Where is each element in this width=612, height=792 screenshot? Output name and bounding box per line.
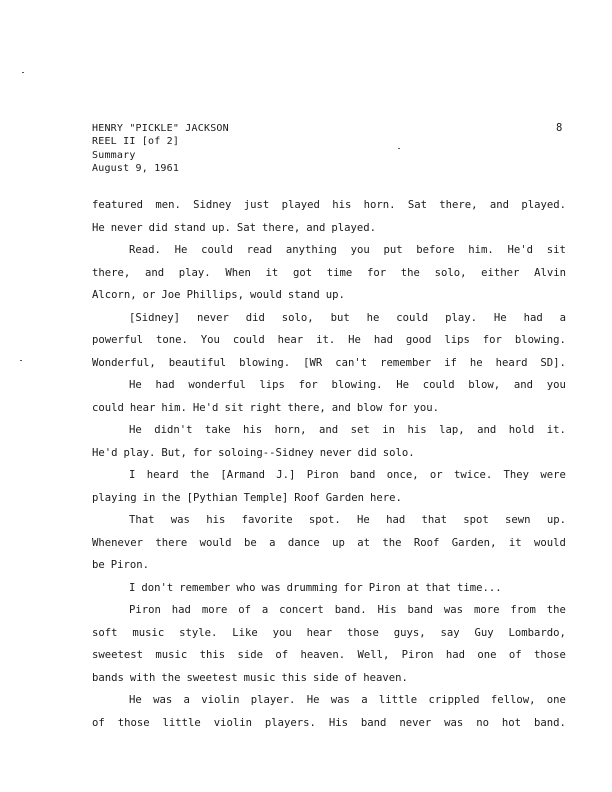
word: and	[513, 379, 534, 391]
word: stand	[287, 289, 320, 301]
word: of	[344, 671, 358, 684]
word: [Pythian	[186, 491, 238, 504]
word: take	[205, 424, 231, 436]
interview-date: August 9, 1961	[92, 162, 180, 174]
word: his	[206, 514, 226, 526]
word: for	[482, 334, 502, 346]
word: side	[237, 649, 263, 661]
word: read	[246, 244, 273, 256]
word: never	[399, 716, 432, 729]
word: that	[421, 514, 447, 526]
word: up.	[211, 221, 231, 234]
text-line	[92, 374, 566, 397]
text-line	[92, 689, 566, 712]
text-line	[92, 262, 566, 285]
word: soloing--Sidney	[218, 446, 314, 459]
word: there,	[92, 266, 131, 279]
word: sweetest	[92, 649, 144, 661]
word: wonderful	[188, 379, 246, 391]
word: hold	[508, 424, 535, 436]
word: Like	[232, 626, 258, 639]
word: heaven.	[363, 671, 408, 684]
text-line	[92, 217, 566, 240]
text-line	[92, 712, 566, 735]
word: his	[332, 199, 352, 211]
text-line	[92, 284, 566, 307]
word: it.	[546, 424, 566, 436]
word: band.	[334, 604, 367, 616]
word: got	[292, 266, 313, 279]
word: was	[261, 581, 281, 594]
word: crippled	[428, 694, 480, 706]
word: Sat	[407, 199, 427, 211]
word: but	[330, 311, 350, 324]
text-line	[92, 194, 566, 217]
word: be	[243, 536, 257, 549]
word: play.	[445, 311, 477, 324]
word: His	[328, 716, 348, 729]
word: stand	[173, 221, 206, 234]
word: powerful	[92, 334, 144, 346]
interviewee-name: HENRY "PICKLE" JACKSON	[92, 123, 229, 134]
word: Piron	[401, 649, 434, 661]
word: those	[117, 716, 150, 729]
text-line	[92, 239, 566, 262]
word: He	[357, 514, 370, 526]
word: or	[429, 469, 443, 481]
word: music	[155, 649, 188, 661]
text-line	[92, 667, 566, 690]
word: band.	[533, 716, 566, 729]
word: playing	[92, 491, 137, 504]
word: could	[232, 334, 265, 346]
word: the	[161, 671, 181, 684]
word: He	[92, 221, 105, 234]
word: could	[422, 379, 455, 391]
word: heaven.	[300, 649, 346, 661]
word: hot	[501, 716, 522, 729]
word: violin	[201, 694, 240, 706]
word: He'd	[507, 244, 534, 256]
word: violin	[213, 716, 252, 729]
word: with	[129, 671, 156, 684]
word: never	[110, 221, 143, 234]
word: the	[546, 604, 566, 616]
word: Lombardo,	[508, 626, 566, 639]
word: Roof	[413, 536, 440, 549]
word: blowing.	[331, 379, 383, 391]
word: Temple]	[243, 491, 289, 504]
word: sit	[546, 244, 566, 256]
word: the	[189, 469, 210, 481]
word: Phillips,	[186, 289, 244, 301]
text-line	[92, 329, 566, 352]
word: men.	[155, 199, 181, 211]
word: favorite	[241, 514, 293, 526]
word: He	[493, 311, 507, 324]
word: solo,	[434, 266, 467, 279]
word: blow,	[468, 379, 501, 391]
word: That	[129, 514, 155, 526]
word: say	[440, 626, 460, 639]
word: had	[445, 649, 466, 661]
word: player.	[250, 694, 296, 706]
word: no	[476, 716, 489, 729]
word: When	[225, 266, 251, 279]
word: remember	[380, 356, 432, 369]
word: remember	[179, 581, 231, 594]
word: up.	[325, 289, 345, 301]
word: and	[489, 199, 510, 211]
word: for	[298, 379, 318, 391]
word: it	[508, 536, 522, 549]
word: did	[148, 221, 168, 234]
word: would	[249, 289, 282, 301]
word: Roof	[294, 491, 320, 504]
word: sewn	[505, 514, 531, 526]
word: more	[473, 604, 500, 616]
word: solo.	[382, 446, 415, 459]
word: Alcorn,	[92, 289, 137, 301]
word: was	[153, 694, 173, 706]
word: blowing.	[239, 356, 291, 369]
text-line	[92, 622, 566, 645]
word: had	[523, 311, 543, 324]
word: one	[477, 649, 497, 661]
word: lap,	[439, 424, 465, 436]
word: never	[196, 311, 229, 324]
word: were	[540, 469, 566, 481]
word: more	[201, 604, 228, 616]
word: you.	[413, 401, 440, 414]
word: heard	[495, 356, 528, 369]
word: Whenever	[92, 536, 144, 549]
word: I	[129, 469, 136, 481]
word: little	[378, 694, 418, 706]
text-line	[92, 599, 566, 622]
word: concert	[279, 604, 324, 616]
word: right	[249, 401, 282, 414]
word: would	[199, 536, 232, 549]
reel-label: REEL II [of 2]	[92, 136, 180, 148]
word: sweetest	[186, 671, 238, 684]
word: He	[174, 244, 188, 256]
scan-speck	[20, 360, 22, 361]
word: solo,	[281, 311, 314, 324]
word: set	[350, 424, 370, 436]
word: and	[319, 424, 339, 436]
word: bands	[92, 671, 124, 684]
word: would	[533, 536, 566, 549]
word: music	[132, 626, 165, 639]
word: in	[142, 491, 156, 504]
word: be	[92, 559, 105, 571]
word: anything	[285, 244, 337, 256]
word: once,	[386, 469, 419, 481]
text-line	[92, 577, 566, 600]
word: did	[245, 311, 265, 324]
word: [Sidney]	[129, 311, 181, 324]
word: Read.	[129, 244, 161, 256]
word: those	[347, 626, 379, 639]
word: little	[162, 716, 201, 729]
word: a	[261, 604, 269, 616]
word: He	[129, 694, 142, 706]
word: Alvin	[534, 266, 566, 279]
text-line	[92, 419, 566, 442]
text-line	[92, 464, 566, 487]
word: J.]	[276, 469, 296, 481]
word: who	[236, 581, 256, 594]
word: played.	[331, 221, 377, 234]
word: he	[366, 311, 380, 324]
word: a	[361, 694, 368, 706]
word: He	[129, 379, 142, 391]
word: was	[330, 694, 350, 706]
word: there,	[261, 221, 301, 234]
word: He'd	[92, 446, 118, 459]
word: him.	[468, 244, 494, 256]
word: I	[129, 581, 136, 594]
word: horn.	[363, 199, 396, 211]
word: time	[326, 266, 353, 279]
word: SD].	[540, 356, 566, 369]
word: had	[155, 379, 175, 391]
word: could	[92, 401, 124, 414]
text-line	[92, 532, 566, 555]
word: he	[469, 356, 483, 369]
word: it.	[316, 334, 336, 346]
word: and	[306, 221, 326, 234]
word: was	[443, 604, 464, 616]
word: They	[503, 469, 530, 481]
word: Wonderful,	[92, 356, 156, 369]
word: his	[243, 424, 263, 436]
word: of	[508, 649, 522, 661]
word: soft	[92, 626, 118, 639]
word: time...	[456, 581, 502, 594]
word: tone.	[155, 334, 188, 346]
word: you	[546, 379, 566, 391]
word: there,	[287, 401, 326, 414]
word: Piron	[368, 581, 401, 594]
word: you	[350, 244, 370, 256]
word: blowing.	[514, 334, 566, 346]
word: him.	[161, 401, 187, 414]
word: that	[425, 581, 451, 594]
word: and	[331, 401, 351, 414]
word: one	[546, 694, 566, 706]
word: for	[388, 401, 408, 414]
word: guys,	[393, 626, 426, 639]
word: twice.	[453, 469, 493, 481]
page-number: 8	[556, 122, 563, 134]
word: in	[382, 424, 396, 436]
word: He	[348, 334, 361, 346]
word: drumming	[286, 581, 338, 594]
word: hear	[277, 334, 304, 346]
word: hear	[306, 626, 333, 639]
word: But,	[161, 446, 187, 459]
text-line	[92, 644, 566, 667]
word: this	[281, 671, 307, 684]
word: at	[406, 581, 420, 594]
word: fellow,	[490, 694, 536, 706]
word: it	[265, 266, 279, 279]
text-line	[92, 487, 566, 510]
word: and	[477, 424, 497, 436]
word: He'd	[192, 401, 219, 414]
word: He	[306, 694, 320, 706]
word: style.	[179, 626, 218, 639]
word: music	[243, 671, 276, 684]
word: blow	[356, 401, 383, 414]
word: don't	[141, 581, 174, 594]
word: of	[275, 649, 289, 661]
word: Guy	[474, 626, 494, 639]
word: heard	[146, 469, 179, 481]
word: lips	[259, 379, 285, 391]
word: beautiful	[168, 356, 227, 369]
word: either	[481, 266, 520, 279]
word: had	[171, 604, 191, 616]
word: spot	[463, 514, 489, 526]
word: here.	[370, 491, 402, 504]
document-type: Summary	[92, 149, 136, 161]
scan-speck	[22, 72, 24, 73]
word: a	[559, 311, 566, 324]
word: if	[444, 356, 457, 369]
word: there	[155, 536, 188, 549]
word: at	[357, 536, 371, 549]
word: a	[183, 694, 190, 706]
word: You	[200, 334, 220, 346]
word: featured	[92, 199, 144, 211]
word: for	[343, 581, 363, 594]
word: his	[407, 424, 427, 436]
word: players.	[264, 716, 316, 729]
word: had	[386, 514, 406, 526]
word: of	[92, 716, 105, 729]
word: Garden	[325, 491, 365, 504]
word: could	[201, 244, 233, 256]
word: good	[405, 334, 432, 346]
word: was	[444, 716, 464, 729]
document-header	[92, 122, 229, 175]
word: [Armand	[220, 469, 265, 481]
word: play.	[123, 446, 156, 459]
word: Joe	[161, 289, 181, 301]
word: Well,	[357, 649, 390, 661]
word: the	[382, 536, 402, 549]
word: side	[312, 671, 339, 684]
word: band	[407, 604, 434, 616]
word: up.	[546, 514, 566, 526]
word: Sidney	[193, 199, 232, 211]
word: band	[349, 469, 376, 481]
word: band	[360, 716, 387, 729]
word: Piron	[306, 469, 339, 481]
word: spot.	[308, 514, 341, 526]
word: He	[129, 424, 142, 436]
word: played	[281, 199, 320, 211]
word: Sat	[236, 221, 256, 234]
word: for	[192, 446, 213, 459]
scan-speck	[398, 148, 400, 149]
word: those	[533, 649, 566, 661]
word: Piron.	[110, 559, 150, 571]
word: and	[144, 266, 165, 279]
word: before	[416, 244, 455, 256]
word: could	[396, 311, 429, 324]
word: His	[377, 604, 397, 616]
word: Garden,	[451, 536, 497, 549]
word: didn't	[154, 424, 193, 436]
word: of	[238, 604, 251, 616]
word: had	[373, 334, 393, 346]
word: can't	[335, 356, 368, 369]
word: this	[199, 649, 226, 661]
word: was	[170, 514, 190, 526]
word: [WR	[303, 356, 323, 369]
text-line	[92, 509, 566, 532]
word: Piron	[129, 604, 161, 616]
text-line	[92, 307, 566, 330]
word: up	[332, 536, 345, 549]
word: the	[400, 266, 420, 279]
word: hear	[129, 401, 156, 414]
word: a	[269, 536, 276, 549]
text-line	[92, 397, 566, 420]
word: lips	[444, 334, 470, 346]
word: dance	[287, 536, 320, 549]
word: you	[272, 626, 292, 639]
word: horn,	[274, 424, 307, 436]
word: there,	[439, 199, 478, 211]
word: play.	[178, 266, 211, 279]
word: He	[396, 379, 409, 391]
text-line	[92, 442, 566, 465]
text-line	[92, 352, 566, 375]
word: did	[357, 446, 377, 459]
word: the	[161, 491, 181, 504]
word: put	[383, 244, 403, 256]
word: from	[510, 604, 536, 616]
word: just	[243, 199, 270, 211]
transcript-body	[92, 194, 566, 734]
word: sit	[224, 401, 244, 414]
word: never	[319, 446, 352, 459]
word: for	[366, 266, 387, 279]
word: or	[142, 289, 156, 301]
word: played.	[521, 199, 566, 211]
text-line	[92, 554, 566, 577]
